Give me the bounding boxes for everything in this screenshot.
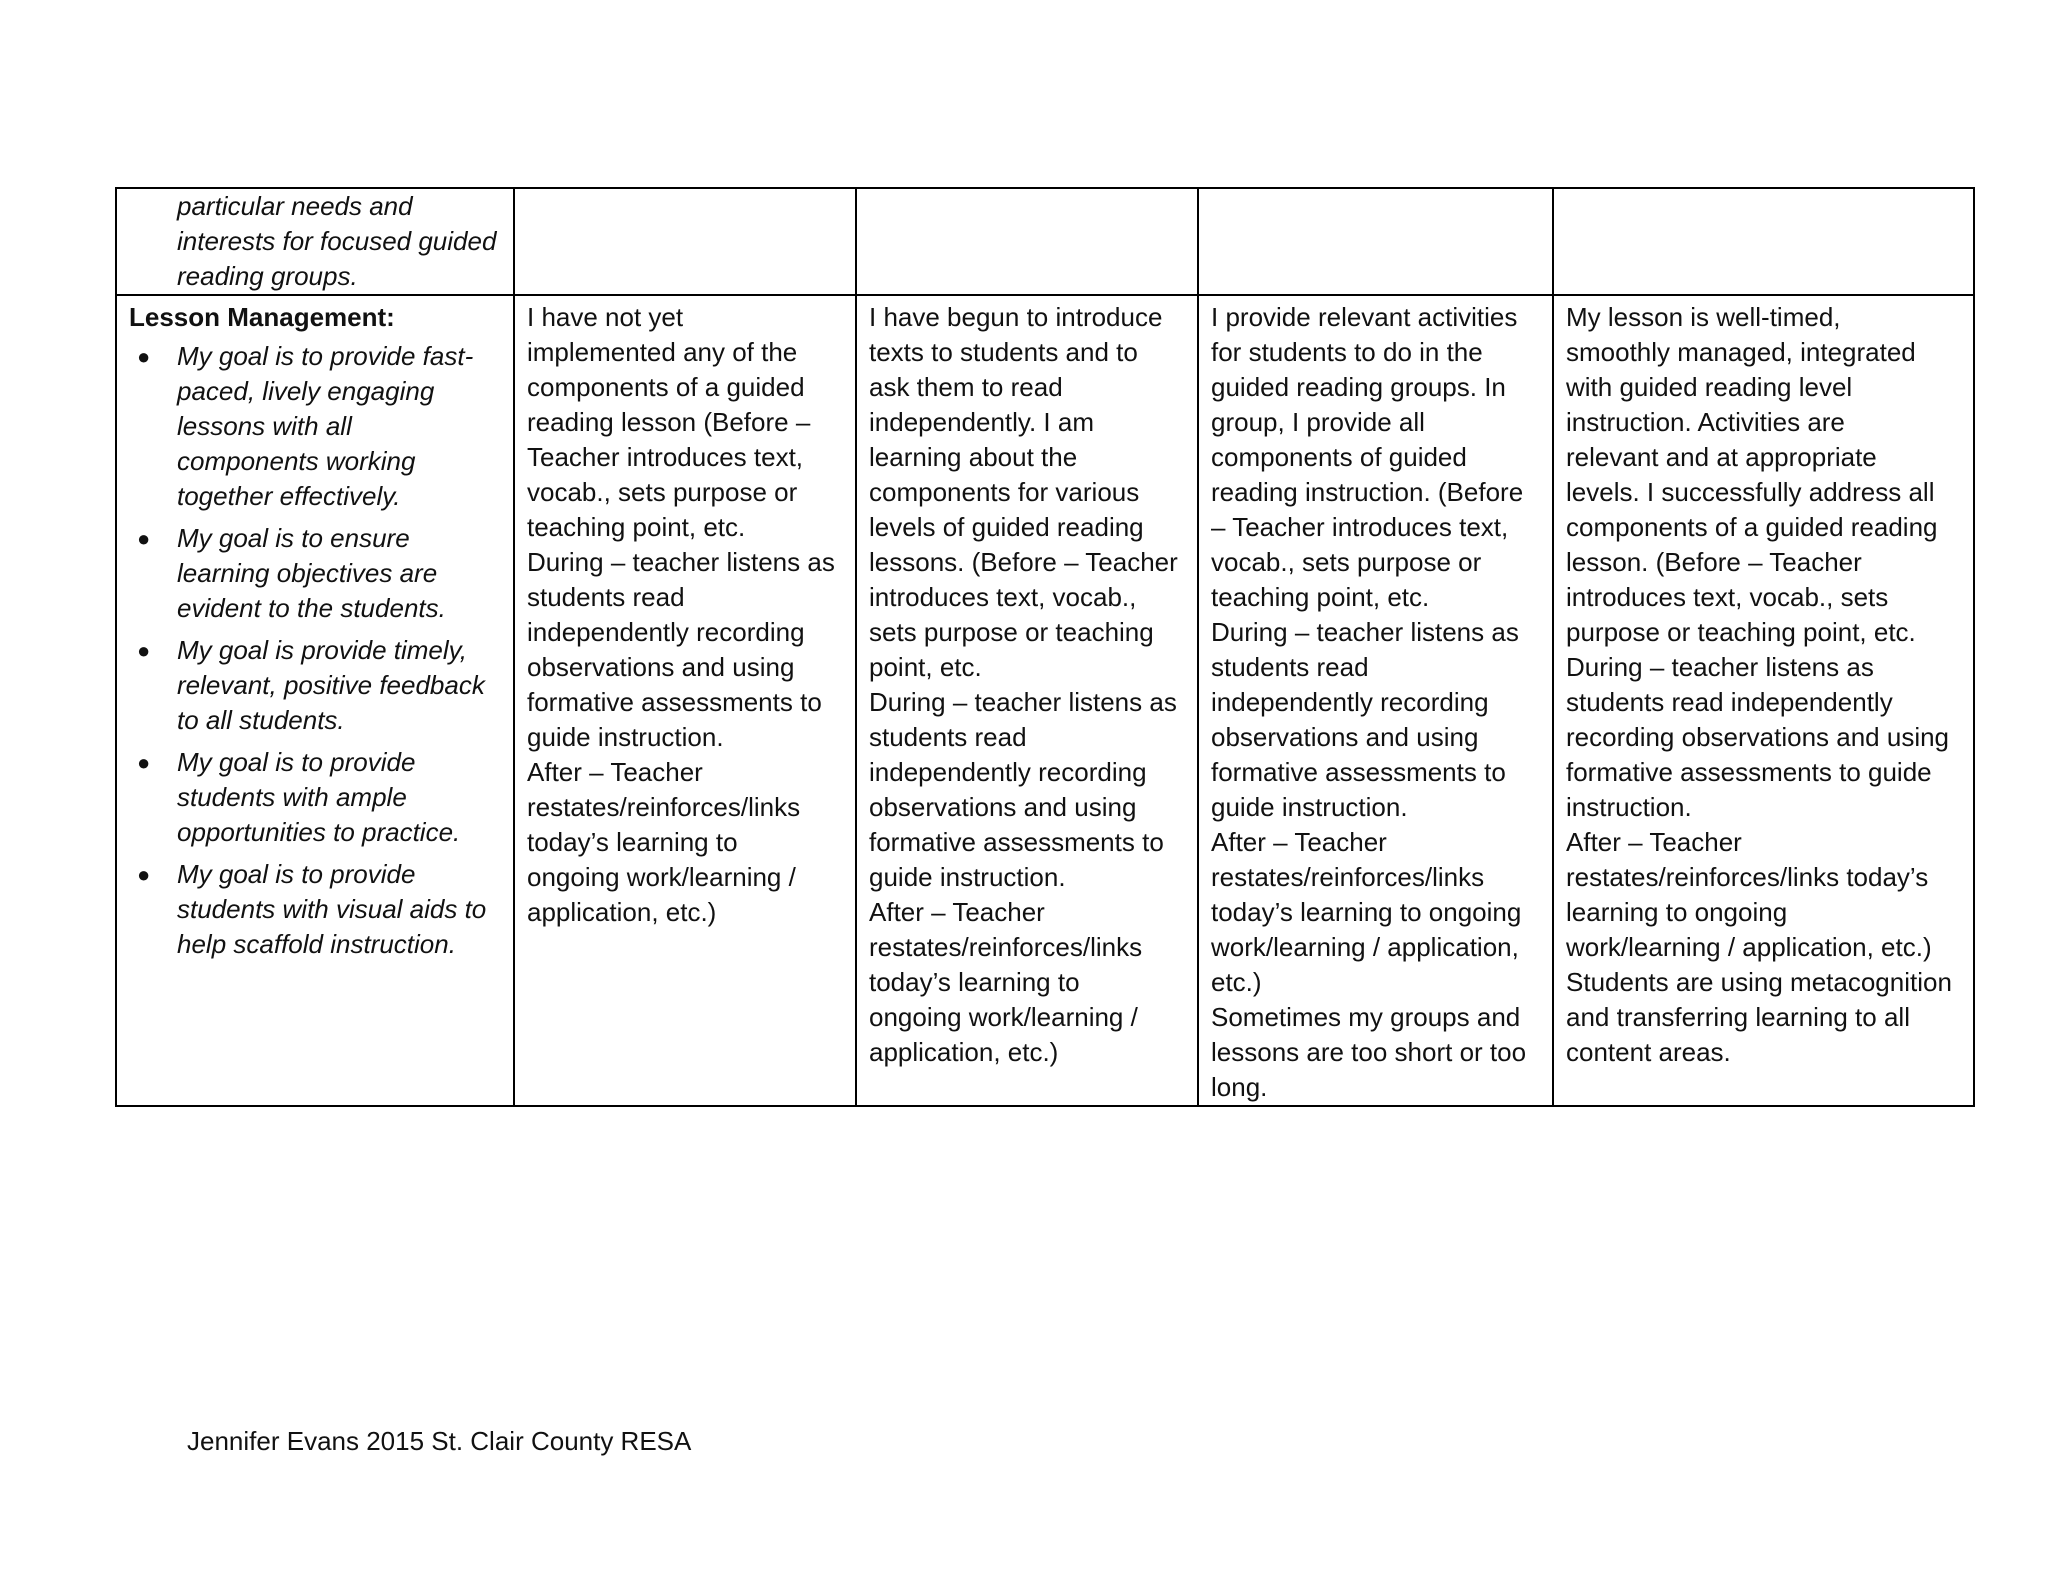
goal-item <box>129 633 501 738</box>
level-description-2: I have begun to introduce texts to students and to ask them to read independently. I am learning about the components for various levels of guided reading lessons. (Before – Teacher introduces text, vocab., sets purpose or teaching point, etc. During – teacher listens as students read independently recording observations and using formative assessments to guide instruction. After – Teacher restates/reinforces/links today’s learning to ongoing work/learning / application, etc.) <box>869 302 1178 1067</box>
level-cell-2 <box>856 295 1198 1106</box>
bullet-icon: ● <box>137 638 151 663</box>
level-cell-4 <box>1553 295 1974 1106</box>
page-footer: Jennifer Evans 2015 St. Clair County RESA <box>187 1426 692 1456</box>
goal-list <box>129 339 501 962</box>
bullet-icon: ● <box>137 344 151 369</box>
goal-text: My goal is to provide fast- paced, lively engaging lessons with all components working together effectively. <box>177 341 474 511</box>
bullet-icon: ● <box>137 526 151 551</box>
goal-item <box>129 339 501 514</box>
goal-text: My goal is to ensure learning objectives are evident to the students. <box>177 523 446 623</box>
level-cell-1 <box>514 295 856 1106</box>
level-cell-empty-4 <box>1553 188 1974 295</box>
level-cell-empty-1 <box>514 188 856 295</box>
goal-cell-continuation <box>116 188 514 295</box>
table-row-lesson-management <box>116 295 1974 1106</box>
level-cell-3 <box>1198 295 1553 1106</box>
table-row-continuation <box>116 188 1974 295</box>
goal-item <box>129 745 501 850</box>
level-cell-empty-2 <box>856 188 1198 295</box>
continuation-goal-text: particular needs and interests for focused guided reading groups. <box>177 191 497 291</box>
goal-text: My goal is to provide students with ample opportunities to practice. <box>177 747 461 847</box>
rubric-table <box>115 187 1975 1107</box>
goal-item <box>129 857 501 962</box>
goal-item <box>129 521 501 626</box>
goal-text: My goal is provide timely, relevant, positive feedback to all students. <box>177 635 485 735</box>
level-description-1: I have not yet implemented any of the components of a guided reading lesson (Before – Teacher introduces text, vocab., sets purpose or teaching point, etc. During – teacher listens as students read independently recording observations and using formative assessments to guide instruction. After – Teacher restates/reinforces/links today’s learning to ongoing work/learning / application, etc.) <box>527 302 835 927</box>
section-title: Lesson Management: <box>129 302 395 332</box>
goal-text: My goal is to provide students with visual aids to help scaffold instruction. <box>177 859 487 959</box>
bullet-icon: ● <box>137 862 151 887</box>
level-description-3: I provide relevant activities for students to do in the guided reading groups. In group, I provide all components of guided reading instruction. (Before – Teacher introduces text, vocab., sets purpose or teaching point, etc. During – teacher listens as students read independently recording observations and using formative assessments to guide instruction. After – Teacher restates/reinforces/links today’s learning to ongoing work/learning / application, etc.) Sometimes my groups and lessons are too short or too long. <box>1211 302 1527 1102</box>
level-description-4: My lesson is well-timed, smoothly managed, integrated with guided reading level instruction. Activities are relevant and at appropriate levels. I successfully address all components of a guided reading lesson. (Before – Teacher introduces text, vocab., sets purpose or teaching point, etc. During – teacher listens as students read independently recording observations and using formative assessments to guide instruction. After – Teacher restates/reinforces/links today’s learning to ongoing work/learning / application, etc.) Students are using metacognition and transferring learning to all content areas. <box>1566 302 1952 1067</box>
goal-cell-lesson-management <box>116 295 514 1106</box>
bullet-icon: ● <box>137 750 151 775</box>
level-cell-empty-3 <box>1198 188 1553 295</box>
